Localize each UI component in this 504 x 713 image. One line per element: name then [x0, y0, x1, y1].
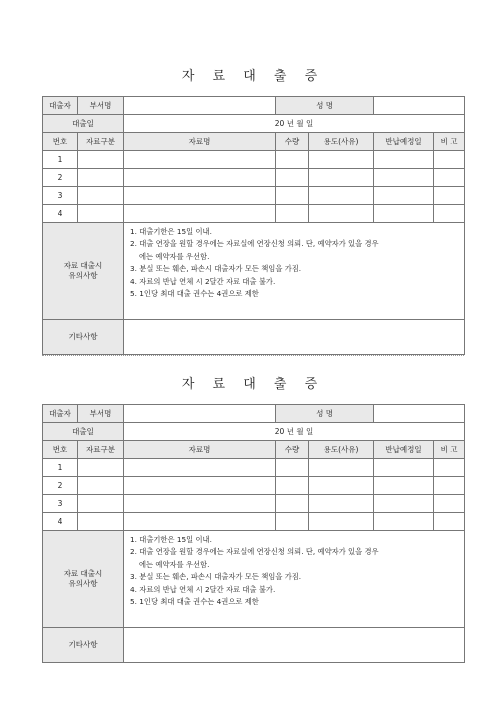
table-row: [43, 151, 465, 169]
notice-item: 5. 1인당 최대 대출 권수는 4권으로 제한: [130, 289, 259, 299]
cell[interactable]: [78, 169, 124, 187]
cut-line-divider: [42, 355, 464, 356]
col-header: 수량: [276, 441, 309, 459]
col-header: 용도(사유): [309, 133, 374, 151]
row-number: 3: [43, 187, 78, 205]
form-title: 자 료 대 출 증: [181, 377, 325, 392]
notice-item: 1. 대출기한은 15일 이내.: [130, 535, 212, 544]
table-row: [43, 205, 465, 223]
cell[interactable]: [434, 477, 465, 495]
cell[interactable]: [309, 495, 374, 513]
cell[interactable]: [309, 459, 374, 477]
notice-label: [43, 223, 124, 320]
other-label: 기타사항: [43, 628, 124, 663]
cell[interactable]: [78, 187, 124, 205]
table-row: [43, 169, 465, 187]
table-row: [43, 187, 465, 205]
notice-label-line: 유의사항: [68, 271, 98, 280]
cell[interactable]: [434, 169, 465, 187]
row-number: 3: [43, 495, 78, 513]
cell[interactable]: [309, 205, 374, 223]
notice-item: 에는 예약자를 우선함.: [139, 251, 210, 261]
col-header: 비 고: [434, 133, 465, 151]
cell[interactable]: [78, 513, 124, 531]
column-header-row: [43, 133, 465, 151]
col-header: 반납예정일: [374, 133, 434, 151]
cell[interactable]: [434, 459, 465, 477]
loan-table: [42, 96, 465, 355]
cell[interactable]: [374, 169, 434, 187]
cell[interactable]: [276, 495, 309, 513]
column-header-row: [43, 441, 465, 459]
table-row: [43, 477, 465, 495]
cell[interactable]: [78, 151, 124, 169]
cell[interactable]: [374, 495, 434, 513]
col-header: 자료명: [124, 441, 276, 459]
col-header: 비 고: [434, 441, 465, 459]
cell[interactable]: [374, 187, 434, 205]
notice-item: 3. 분실 또는 훼손, 파손시 대출자가 모든 책임을 가짐.: [130, 572, 302, 582]
cell[interactable]: [124, 151, 276, 169]
name-label: 성 명: [276, 405, 374, 423]
cell[interactable]: [124, 459, 276, 477]
notice-label-line: 자료 대출시: [63, 569, 103, 578]
notice-label-line: 자료 대출시: [63, 261, 103, 270]
cell[interactable]: [374, 513, 434, 531]
cell[interactable]: [78, 205, 124, 223]
col-header: 수량: [276, 133, 309, 151]
row-number: 1: [43, 459, 78, 477]
cell[interactable]: [434, 495, 465, 513]
cell[interactable]: [434, 187, 465, 205]
notice-item: 4. 자료의 반납 연체 시 2달간 자료 대출 불가.: [130, 584, 276, 594]
cell[interactable]: [276, 169, 309, 187]
name-field[interactable]: [374, 405, 465, 423]
notice-item: 5. 1인당 최대 대출 권수는 4권으로 제한: [130, 597, 259, 607]
form-title: 자 료 대 출 증: [181, 69, 325, 84]
dept-label: 부서명: [78, 97, 124, 115]
cell[interactable]: [309, 477, 374, 495]
cell[interactable]: [276, 513, 309, 531]
loan-form-bottom: [42, 374, 464, 663]
cell[interactable]: [309, 187, 374, 205]
notice-item: 1. 대출기한은 15일 이내.: [130, 227, 212, 236]
table-row: [43, 459, 465, 477]
notice-content: [124, 223, 465, 320]
row-number: 2: [43, 477, 78, 495]
cell[interactable]: [124, 187, 276, 205]
notice-item: 4. 자료의 반납 연체 시 2달간 자료 대출 불가.: [130, 276, 276, 286]
date-label: 대출일: [43, 115, 124, 133]
cell[interactable]: [374, 477, 434, 495]
cell[interactable]: [276, 477, 309, 495]
cell[interactable]: [276, 151, 309, 169]
table-row: [43, 513, 465, 531]
notice-item: 3. 분실 또는 훼손, 파손시 대출자가 모든 책임을 가짐.: [130, 264, 302, 274]
row-number: 4: [43, 513, 78, 531]
date-label: 대출일: [43, 423, 124, 441]
loan-form-top: [42, 66, 464, 355]
cell[interactable]: [124, 477, 276, 495]
name-field[interactable]: [374, 97, 465, 115]
other-field[interactable]: [124, 320, 465, 355]
row-number: 4: [43, 205, 78, 223]
cell[interactable]: [434, 513, 465, 531]
cell[interactable]: [374, 151, 434, 169]
col-header: 자료구분: [78, 441, 124, 459]
dept-field[interactable]: [124, 405, 276, 423]
dept-label: 부서명: [78, 405, 124, 423]
notice-label: [43, 531, 124, 628]
cell[interactable]: [124, 169, 276, 187]
cell[interactable]: [276, 205, 309, 223]
name-label: 성 명: [276, 97, 374, 115]
cell[interactable]: [124, 513, 276, 531]
notice-item: 에는 예약자를 우선함.: [139, 559, 210, 569]
cell[interactable]: [434, 151, 465, 169]
cell[interactable]: [374, 459, 434, 477]
cell[interactable]: [309, 513, 374, 531]
cell[interactable]: [78, 495, 124, 513]
cell[interactable]: [309, 169, 374, 187]
notice-item: 2. 대출 연장을 원할 경우에는 자료실에 연장신청 의뢰. 단, 예약자가 있을 경우: [130, 547, 379, 557]
cell[interactable]: [124, 205, 276, 223]
date-field[interactable]: 20 년 월 일: [124, 423, 465, 441]
cell[interactable]: [78, 459, 124, 477]
col-header: 번호: [43, 441, 78, 459]
loan-table: [42, 404, 465, 663]
borrower-label: 대출자: [43, 97, 78, 115]
cell[interactable]: [276, 459, 309, 477]
date-field[interactable]: 20 년 월 일: [124, 115, 465, 133]
cell[interactable]: [434, 205, 465, 223]
col-header: 번호: [43, 133, 78, 151]
cell[interactable]: [78, 477, 124, 495]
notice-content: [124, 531, 465, 628]
other-field[interactable]: [124, 628, 465, 663]
row-number: 2: [43, 169, 78, 187]
notice-item: 2. 대출 연장을 원할 경우에는 자료실에 연장신청 의뢰. 단, 예약자가 있을 경우: [130, 239, 379, 249]
table-row: [43, 495, 465, 513]
cell[interactable]: [124, 495, 276, 513]
col-header: 반납예정일: [374, 441, 434, 459]
cell[interactable]: [276, 187, 309, 205]
cell[interactable]: [374, 205, 434, 223]
cell[interactable]: [309, 151, 374, 169]
row-number: 1: [43, 151, 78, 169]
borrower-label: 대출자: [43, 405, 78, 423]
col-header: 자료명: [124, 133, 276, 151]
col-header: 자료구분: [78, 133, 124, 151]
other-label: 기타사항: [43, 320, 124, 355]
col-header: 용도(사유): [309, 441, 374, 459]
notice-label-line: 유의사항: [68, 579, 98, 588]
dept-field[interactable]: [124, 97, 276, 115]
